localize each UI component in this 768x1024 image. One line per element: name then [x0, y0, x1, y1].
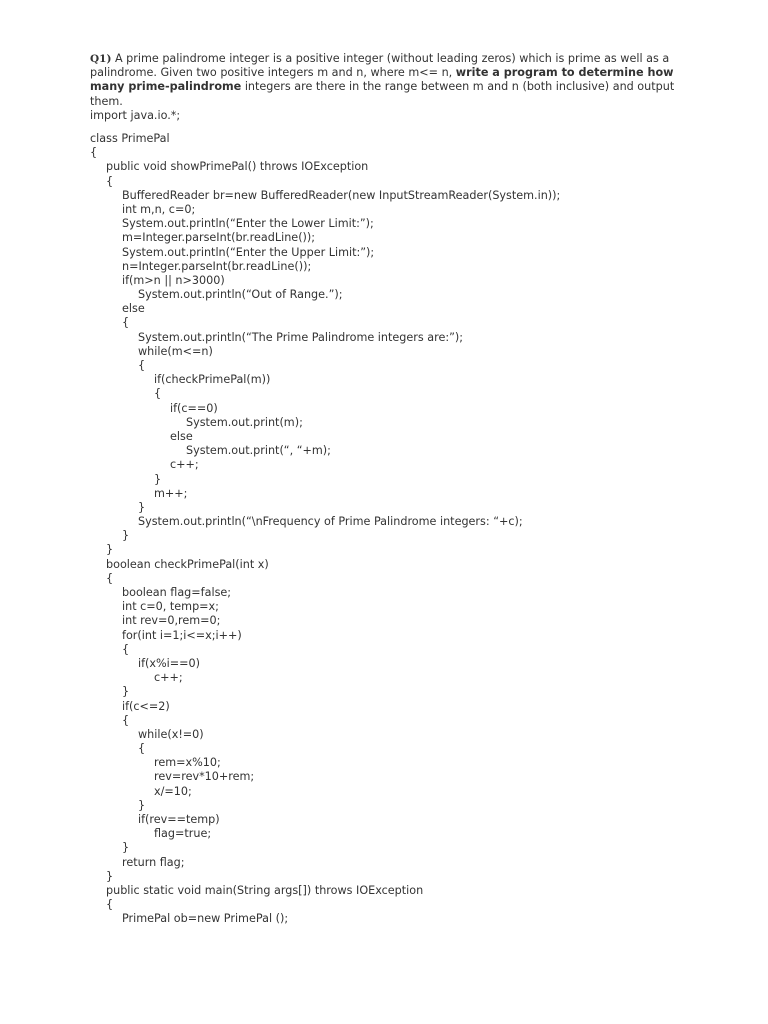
- code-line: System.out.print(“, “+m);: [186, 444, 331, 458]
- code-line: if(c==0): [170, 401, 218, 415]
- code-line: }: [154, 472, 162, 486]
- code-line: {: [106, 898, 114, 912]
- code-line: flag=true;: [154, 827, 212, 841]
- code-line: x/=10;: [154, 784, 192, 798]
- code-block: [90, 132, 730, 927]
- code-line: {: [122, 713, 130, 727]
- question-text-outro: integers are there in the range between m and n (both inclusive) and output them.: [90, 80, 675, 108]
- code-line: {: [122, 316, 130, 330]
- code-line: n=Integer.parseInt(br.readLine());: [122, 259, 312, 273]
- code-line: BufferedReader br=new BufferedReader(new InputStreamReader(System.in));: [122, 188, 561, 202]
- code-line: for(int i=1;i<=x;i++): [122, 628, 242, 642]
- code-line: PrimePal ob=new PrimePal ();: [122, 912, 289, 926]
- code-line: {: [90, 146, 98, 160]
- question-text-intro: A prime palindrome integer is a positive integer (without leading zeros) which is prime as well as a palindrome. Given two positive integers m and n, where m<= n,: [90, 52, 670, 80]
- code-line: System.out.println(“Out of Range.”);: [138, 288, 343, 302]
- code-line: return flag;: [122, 855, 185, 869]
- code-line: if(c<=2): [122, 699, 170, 713]
- code-line: public static void main(String args[]) throws IOException: [106, 883, 424, 897]
- code-line: }: [138, 798, 146, 812]
- code-line: int rev=0,rem=0;: [122, 614, 221, 628]
- code-line: rem=x%10;: [154, 756, 221, 770]
- code-line: }: [138, 500, 146, 514]
- code-line: if(rev==temp): [138, 813, 220, 826]
- code-line: m++;: [154, 486, 188, 500]
- code-line: m=Integer.parseInt(br.readLine());: [122, 231, 316, 245]
- code-line: if(checkPrimePal(m)): [154, 373, 271, 387]
- code-line: System.out.print(m);: [186, 415, 303, 429]
- code-line: {: [138, 742, 146, 756]
- code-line: {: [122, 642, 130, 656]
- code-line: }: [122, 841, 130, 855]
- code-line: }: [122, 685, 130, 699]
- question-paragraph: [90, 52, 690, 123]
- code-line: }: [122, 529, 130, 543]
- code-line: System.out.println(“Enter the Lower Limit:”);: [122, 217, 374, 231]
- code-line: class PrimePal: [90, 132, 170, 145]
- code-line: {: [106, 174, 114, 188]
- code-line: int m,n, c=0;: [122, 202, 196, 216]
- code-line: public void showPrimePal() throws IOException: [106, 160, 369, 174]
- code-line: int c=0, temp=x;: [122, 600, 219, 614]
- code-line: }: [106, 869, 114, 883]
- code-line: while(m<=n): [138, 344, 213, 358]
- code-line: System.out.println(“\nFrequency of Prime Palindrome integers: “+c);: [138, 515, 523, 529]
- code-line: {: [154, 387, 162, 401]
- code-line: boolean checkPrimePal(int x): [106, 557, 269, 571]
- code-line: }: [106, 543, 114, 557]
- code-line: {: [138, 359, 146, 372]
- code-line: c++;: [170, 458, 199, 472]
- code-line: System.out.println(“The Prime Palindrome integers are:”);: [138, 330, 464, 344]
- code-line: if(x%i==0): [138, 656, 201, 670]
- code-line: if(m>n || n>3000): [122, 273, 225, 287]
- code-line: c++;: [154, 671, 183, 685]
- code-line: else: [170, 429, 193, 443]
- code-line: {: [106, 571, 114, 585]
- code-line: boolean flag=false;: [122, 586, 232, 599]
- code-line: rev=rev*10+rem;: [154, 770, 255, 784]
- code-line: else: [122, 302, 145, 316]
- code-line: while(x!=0): [138, 727, 204, 741]
- import-line: import java.io.*;: [90, 108, 181, 122]
- question-text-emphasis: write a program to determine how many prime-palindrome: [90, 66, 674, 94]
- code-line: System.out.println(“Enter the Upper Limit:”);: [122, 245, 375, 259]
- question-number: Q1): [90, 53, 112, 65]
